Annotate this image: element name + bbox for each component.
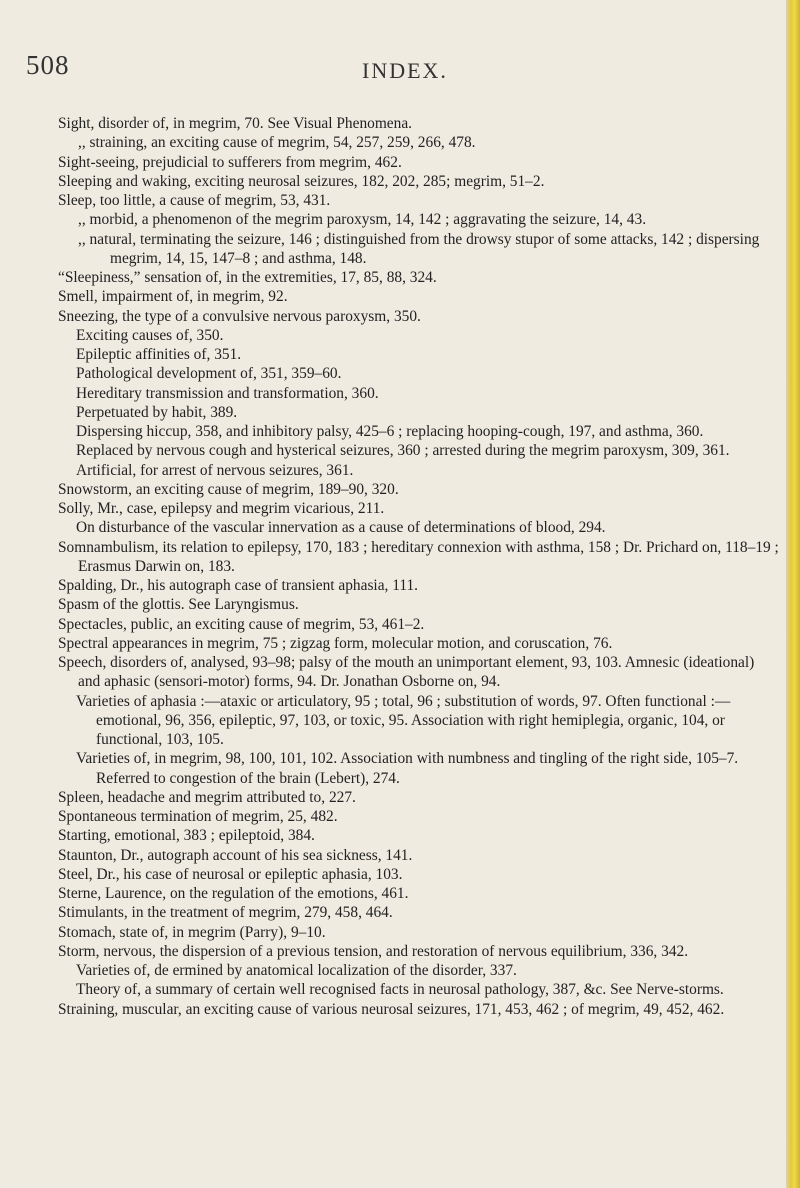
index-entry: Speech, disorders of, analysed, 93–98; palsy of the mouth an unimportant element, 93, 103. Amnesic (ideational) and aphasic (sensori-motor) forms, 94. Dr. Jonathan Osborne on, 94. [58,654,755,691]
index-entry: ,, natural, terminating the seizure, 146 ; distinguished from the drowsy stupor of some attacks, 142 ; dispersing megrim, 14, 15, 147–8 ; and asthma, 148. [78,230,760,267]
index-entry: Perpetuated by habit, 389. [76,403,238,421]
index-entry: Staunton, Dr., autograph account of his sea sickness, 141. [58,846,413,864]
index-entries [58,114,780,1019]
index-entry: Straining, muscular, an exciting cause of various neurosal seizures, 171, 453, 462 ; of megrim, 49, 452, 462. [58,1000,725,1018]
index-entry: ,, morbid, a phenomenon of the megrim paroxysm, 14, 142 ; aggravating the seizure, 14, 43. [78,211,647,229]
index-entry: Spleen, headache and megrim attributed to, 227. [58,788,356,806]
index-entry: Theory of, a summary of certain well recognised facts in neurosal pathology, 387, &c. See Nerve-storms. [76,981,724,999]
index-entry: Spalding, Dr., his autograph case of transient aphasia, 111. [58,577,419,594]
index-entry: Spasm of the glottis. See Laryngismus. [58,596,299,614]
index-entry: Replaced by nervous cough and hysterical seizures, 360 ; arrested during the megrim paroxysm, 309, 361. [76,442,730,460]
index-entry: Storm, nervous, the dispersion of a previous tension, and restoration of nervous equilibrium, 336, 342. [58,942,689,960]
index-entry: Pathological development of, 351, 359–60. [76,365,342,383]
page-header [0,50,790,90]
running-head: INDEX. [362,58,448,83]
index-entry: ,, straining, an exciting cause of megrim, 54, 257, 259, 266, 478. [78,134,476,152]
index-entry: Spontaneous termination of megrim, 25, 482. [58,808,338,825]
index-entry: Hereditary transmission and transformation, 360. [76,384,379,402]
index-entry: Sight-seeing, prejudicial to sufferers from megrim, 462. [58,153,402,171]
page-number: 508 [26,50,70,80]
index-entry: Sleep, too little, a cause of megrim, 53, 431. [58,192,331,209]
index-entry: Stomach, state of, in megrim (Parry), 9–10. [58,923,326,941]
index-entry: Steel, Dr., his case of neurosal or epileptic aphasia, 103. [58,865,403,883]
index-entry: Sleeping and waking, exciting neurosal seizures, 182, 202, 285; megrim, 51–2. [58,172,545,190]
index-entry: Dispersing hiccup, 358, and inhibitory palsy, 425–6 ; replacing hooping-cough, 197, and asthma, 360. [76,423,704,440]
index-entry: Sneezing, the type of a convulsive nervous paroxysm, 350. [58,307,421,325]
index-entry: Sterne, Laurence, on the regulation of the emotions, 461. [58,885,409,902]
index-entry: Spectacles, public, an exciting cause of megrim, 53, 461–2. [58,615,425,633]
index-entry: “Sleepiness,” sensation of, in the extremities, 17, 85, 88, 324. [58,269,437,286]
index-entry: Spectral appearances in megrim, 75 ; zigzag form, molecular motion, and coruscation, 76. [58,634,613,652]
index-entry: On disturbance of the vascular innervation as a cause of determinations of blood, 294. [76,519,606,537]
index-entry: Starting, emotional, 383 ; epileptoid, 384. [58,827,315,845]
index-entry: Epileptic affinities of, 351. [76,346,242,363]
index-entry: Varieties of aphasia :—ataxic or articulatory, 95 ; total, 96 ; substitution of words, 97. Often functional :—emotional, 96, 356, epileptic, 97, 103, or toxic, 95. Association with right hemiplegia, organic, 104, or functional, 103, 105. [76,692,731,748]
index-entry: Varieties of, in megrim, 98, 100, 101, 102. Association with numbness and tingling of the right side, 105–7. Referred to congestion of the brain (Lebert), 274. [76,750,739,787]
index-entry: Artificial, for arrest of nervous seizures, 361. [76,461,354,479]
index-entry: Solly, Mr., case, epilepsy and megrim vicarious, 211. [58,500,385,517]
index-entry: Smell, impairment of, in megrim, 92. [58,288,288,306]
index-entry: Sight, disorder of, in megrim, 70. See Visual Phenomena. [58,115,413,132]
index-entry: Varieties of, de ermined by anatomical localization of the disorder, 337. [76,962,517,979]
index-entry: Snowstorm, an exciting cause of megrim, 189–90, 320. [58,480,399,498]
page-edge [786,0,800,1188]
index-entry: Somnambulism, its relation to epilepsy, 170, 183 ; hereditary connexion with asthma, 158 ; Dr. Prichard on, 118–19 ; Erasmus Darwin on, 183. [58,538,779,575]
index-entry: Exciting causes of, 350. [76,326,224,344]
index-entry: Stimulants, in the treatment of megrim, 279, 458, 464. [58,904,393,922]
